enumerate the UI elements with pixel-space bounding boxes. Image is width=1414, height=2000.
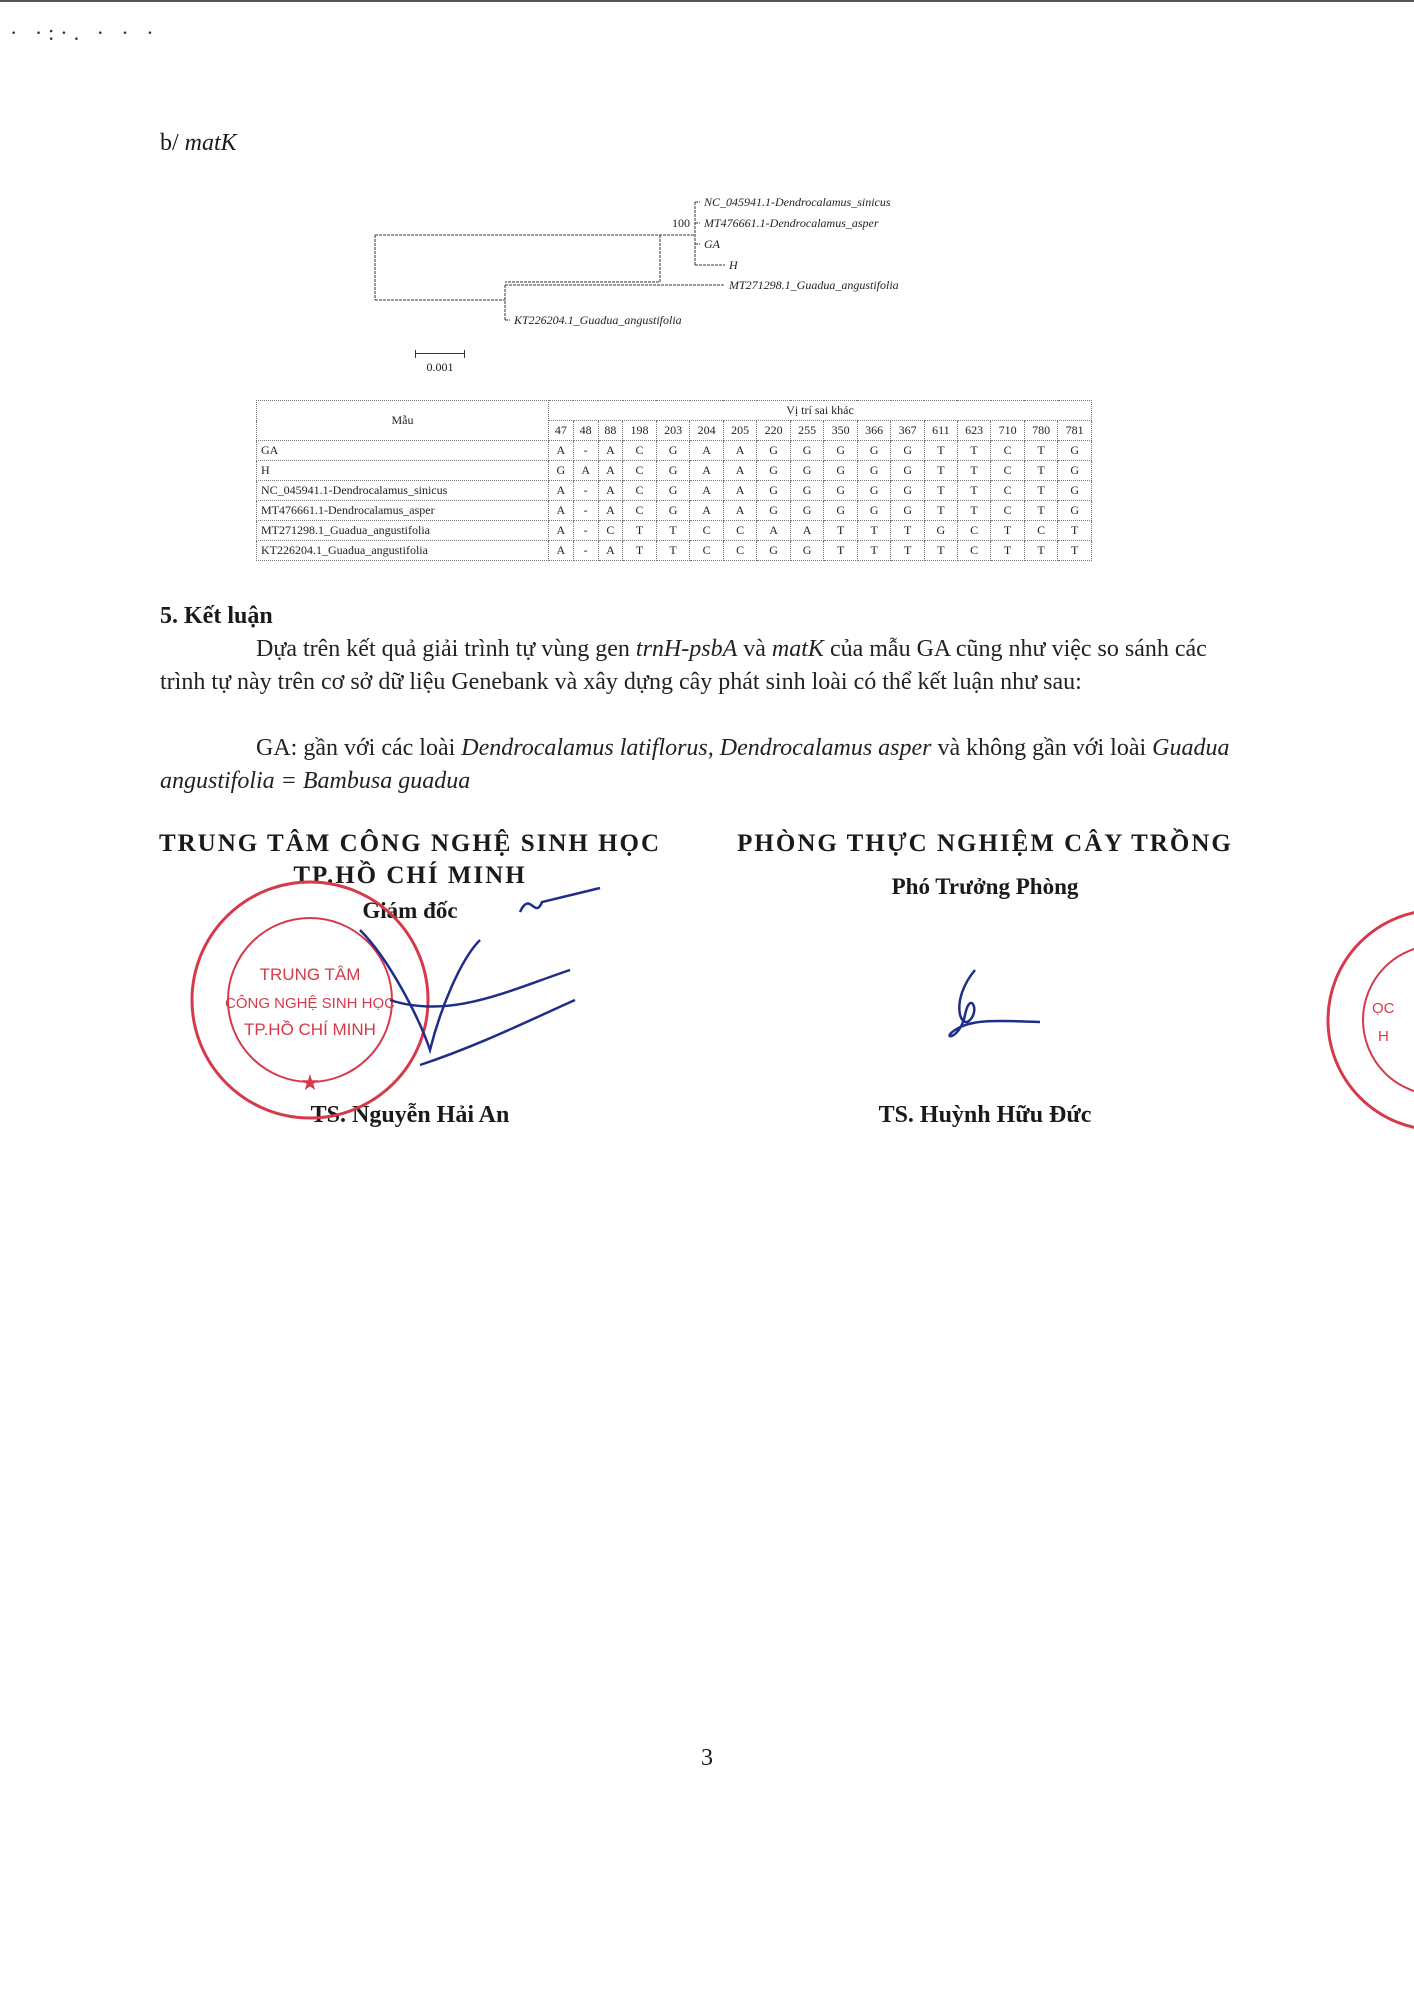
table-row — [257, 521, 1092, 541]
table-cell-base: T — [1024, 541, 1058, 561]
table-cell-base: C — [690, 521, 724, 541]
text-run: của mẫu GA cũng như việc so sánh các trình tự này trên cơ sở dữ liệu Genebank và xây dựng cây phát sinh loài có thể kết luận như sau: — [160, 636, 1207, 695]
table-cell-base: G — [790, 461, 824, 481]
row-sample-name: KT226204.1_Guadua_angustifolia — [257, 541, 549, 561]
table-cell-base: T — [924, 501, 957, 521]
table-cell-base: - — [573, 541, 598, 561]
table-cell-base: T — [857, 521, 891, 541]
right-signer-name: TS. Huỳnh Hữu Đức — [878, 1102, 1092, 1128]
table-cell-base: - — [573, 441, 598, 461]
stamp-line-1: TRUNG TÂM — [259, 965, 361, 984]
table-cell-base: C — [723, 521, 757, 541]
gene-name: trnH-psbA — [635, 636, 738, 662]
table-cell-base: C — [723, 541, 757, 561]
table-cell-base: T — [656, 541, 690, 561]
right-role: Phó Trưởng Phòng — [891, 874, 1079, 899]
species-name: Dendrocalamus latiflorus, Dendrocalamus asper — [461, 735, 932, 761]
table-cell-base: G — [857, 461, 891, 481]
table-cell-base: A — [690, 481, 724, 501]
table-cell-base: A — [723, 501, 757, 521]
table-cell-base: T — [1024, 461, 1058, 481]
table-cell-base: T — [656, 521, 690, 541]
table-cell-base: - — [573, 521, 598, 541]
text-run: GA: gần với các loài — [256, 735, 462, 761]
table-cell-base: G — [757, 461, 791, 481]
table-cell-base: G — [857, 441, 891, 461]
table-cell-base: T — [957, 481, 991, 501]
table-cell-base: G — [857, 481, 891, 501]
svg-text:H: H — [1378, 1028, 1389, 1045]
stamp-line-3: TP.HỒ CHÍ MINH — [244, 1020, 376, 1039]
table-header-position: 780 — [1024, 421, 1058, 441]
table-cell-base: A — [598, 441, 623, 461]
table-cell-base: T — [891, 541, 925, 561]
table-row — [257, 481, 1092, 501]
tree-leaf-label: KT226204.1_Guadua_angustifolia — [514, 313, 682, 327]
tree-bootstrap-label: 100 — [672, 216, 690, 230]
table-header-position: 47 — [549, 421, 574, 441]
table-cell-base: A — [690, 441, 724, 461]
table-cell-base: A — [549, 481, 574, 501]
table-header-position: 205 — [723, 421, 757, 441]
text-run: Dựa trên kết quả giải trình tự vùng gen — [256, 636, 636, 662]
table-cell-base: G — [824, 461, 858, 481]
svg-text:ỌC: ỌC — [1372, 1000, 1395, 1017]
row-sample-name: MT476661.1-Dendrocalamus_asper — [257, 501, 549, 521]
table-cell-base: G — [1058, 481, 1092, 501]
table-header-position: 611 — [924, 421, 957, 441]
top-border-line — [0, 0, 1414, 2]
table-header-position: 350 — [824, 421, 858, 441]
table-cell-base: G — [549, 461, 574, 481]
table-row — [257, 501, 1092, 521]
table-header-position: 220 — [757, 421, 791, 441]
table-header-position: 204 — [690, 421, 724, 441]
table-cell-base: T — [824, 541, 858, 561]
table-cell-base: T — [623, 521, 657, 541]
table-cell-base: T — [924, 461, 957, 481]
subheading-prefix: b/ — [160, 130, 185, 156]
table-cell-base: A — [549, 441, 574, 461]
tree-leaf-label: NC_045941.1-Dendrocalamus_sinicus — [704, 195, 891, 209]
table-cell-base: A — [723, 481, 757, 501]
table-cell-base: G — [656, 501, 690, 521]
table-cell-base: A — [573, 461, 598, 481]
table-cell-base: G — [824, 441, 858, 461]
table-cell-base: G — [824, 501, 858, 521]
conclusion-paragraph-1 — [160, 633, 1250, 699]
table-header-position: 48 — [573, 421, 598, 441]
table-cell-base: T — [957, 461, 991, 481]
table-cell-base: G — [891, 501, 925, 521]
table-cell-base: T — [991, 521, 1025, 541]
table-cell-base: G — [891, 441, 925, 461]
table-cell-base: T — [1024, 441, 1058, 461]
table-cell-base: G — [656, 461, 690, 481]
table-cell-base: G — [656, 481, 690, 501]
signature-right — [930, 960, 1050, 1060]
right-org: PHÒNG THỰC NGHIỆM CÂY TRỒNG — [737, 830, 1233, 857]
table-header-position: 255 — [790, 421, 824, 441]
table-header-position: 781 — [1058, 421, 1092, 441]
signature-left — [330, 880, 630, 1080]
table-cell-base: C — [957, 521, 991, 541]
table-header-positions-group: Vị trí sai khác — [549, 401, 1092, 421]
table-cell-base: C — [623, 481, 657, 501]
table-cell-base: A — [723, 461, 757, 481]
table-cell-base: C — [991, 481, 1025, 501]
table-row — [257, 441, 1092, 461]
left-role: Giám đốc — [362, 898, 458, 923]
table-cell-base: A — [790, 521, 824, 541]
signature-block-right — [715, 830, 1255, 900]
table-header-position: 623 — [957, 421, 991, 441]
table-cell-base: G — [757, 501, 791, 521]
table-row — [257, 541, 1092, 561]
section-heading-conclusion: 5. Kết luận — [160, 603, 273, 629]
table-row — [257, 461, 1092, 481]
table-cell-base: T — [991, 541, 1025, 561]
table-cell-base: G — [824, 481, 858, 501]
table-cell-base: C — [690, 541, 724, 561]
table-header-position: 710 — [991, 421, 1025, 441]
table-cell-base: A — [757, 521, 791, 541]
table-header-position: 88 — [598, 421, 623, 441]
row-sample-name: GA — [257, 441, 549, 461]
table-cell-base: T — [1058, 541, 1092, 561]
table-cell-base: T — [957, 441, 991, 461]
tree-branch-stem — [505, 235, 660, 282]
table-cell-base: C — [598, 521, 623, 541]
page-number: 3 — [701, 1745, 713, 1771]
gene-name: matK — [771, 636, 824, 662]
table-cell-base: A — [598, 541, 623, 561]
table-cell-base: T — [1024, 501, 1058, 521]
table-cell-base: A — [598, 481, 623, 501]
table-header-position: 367 — [891, 421, 925, 441]
table-cell-base: T — [1058, 521, 1092, 541]
tree-leaf-label: GA — [704, 237, 720, 251]
table-cell-base: C — [991, 461, 1025, 481]
table-cell-base: T — [924, 481, 957, 501]
left-signer-name: TS. Nguyễn Hải An — [310, 1102, 510, 1128]
subheading-gene: matK — [184, 130, 237, 156]
table-cell-base: G — [1058, 461, 1092, 481]
table-cell-base: G — [790, 541, 824, 561]
table-cell-base: G — [857, 501, 891, 521]
table-cell-base: A — [690, 461, 724, 481]
table-cell-base: C — [991, 441, 1025, 461]
tree-leaf-label: MT476661.1-Dendrocalamus_asper — [704, 216, 879, 230]
table-header-sample: Mẫu — [257, 401, 549, 441]
phylogenetic-tree — [360, 190, 1000, 330]
table-header-position: 366 — [857, 421, 891, 441]
table-cell-base: T — [924, 441, 957, 461]
table-cell-base: G — [757, 541, 791, 561]
table-cell-base: G — [1058, 501, 1092, 521]
row-sample-name: NC_045941.1-Dendrocalamus_sinicus — [257, 481, 549, 501]
table-cell-base: T — [957, 501, 991, 521]
table-cell-base: C — [991, 501, 1025, 521]
table-cell-base: G — [757, 441, 791, 461]
table-cell-base: G — [790, 501, 824, 521]
table-cell-base: - — [573, 481, 598, 501]
table-cell-base: G — [1058, 441, 1092, 461]
table-cell-base: C — [957, 541, 991, 561]
table-cell-base: G — [790, 441, 824, 461]
table-cell-base: G — [891, 481, 925, 501]
left-org-line-2: TP.HỒ CHÍ MINH — [293, 862, 527, 889]
table-cell-base: G — [924, 521, 957, 541]
table-cell-base: C — [1024, 521, 1058, 541]
table-cell-base: A — [723, 441, 757, 461]
tree-leaf-label: H — [729, 258, 738, 272]
tree-scale-bar — [415, 350, 465, 375]
table-cell-base: A — [690, 501, 724, 521]
table-cell-base: G — [790, 481, 824, 501]
table-cell-base: T — [857, 541, 891, 561]
scan-specks: · ·:·. · · · — [10, 20, 160, 45]
scale-bar-label: 0.001 — [426, 360, 454, 374]
table-cell-base: A — [549, 521, 574, 541]
table-cell-base: C — [623, 441, 657, 461]
species-name: Guadua angustifolia = Bambusa guadua — [160, 735, 1230, 794]
stamp-line-2: CÔNG NGHỆ SINH HỌC — [224, 995, 396, 1012]
svg-text:★: ★ — [300, 1070, 320, 1095]
table-cell-base: C — [623, 501, 657, 521]
table-cell-base: A — [598, 461, 623, 481]
text-run: và — [737, 636, 772, 662]
table-header-position: 198 — [623, 421, 657, 441]
text-run: và không gần với loài — [931, 735, 1153, 761]
row-sample-name: H — [257, 461, 549, 481]
table-cell-base: A — [549, 501, 574, 521]
table-cell-base: G — [891, 461, 925, 481]
table-header-position: 203 — [656, 421, 690, 441]
subheading-matk — [160, 130, 237, 157]
variation-table — [256, 400, 1092, 561]
tree-leaf-label: MT271298.1_Guadua_angustifolia — [729, 278, 899, 292]
official-stamp-right-partial — [1320, 905, 1414, 1135]
scale-bar-line — [415, 350, 465, 358]
row-sample-name: MT271298.1_Guadua_angustifolia — [257, 521, 549, 541]
table-cell-base: T — [824, 521, 858, 541]
table-cell-base: T — [623, 541, 657, 561]
table-cell-base: G — [757, 481, 791, 501]
table-cell-base: T — [924, 541, 957, 561]
table-cell-base: T — [891, 521, 925, 541]
left-org-line-1: TRUNG TÂM CÔNG NGHỆ SINH HỌC — [158, 830, 662, 857]
conclusion-paragraph-2 — [160, 732, 1250, 798]
table-cell-base: C — [623, 461, 657, 481]
table-cell-base: A — [598, 501, 623, 521]
table-cell-base: G — [656, 441, 690, 461]
table-cell-base: A — [549, 541, 574, 561]
table-cell-base: T — [1024, 481, 1058, 501]
table-cell-base: - — [573, 501, 598, 521]
